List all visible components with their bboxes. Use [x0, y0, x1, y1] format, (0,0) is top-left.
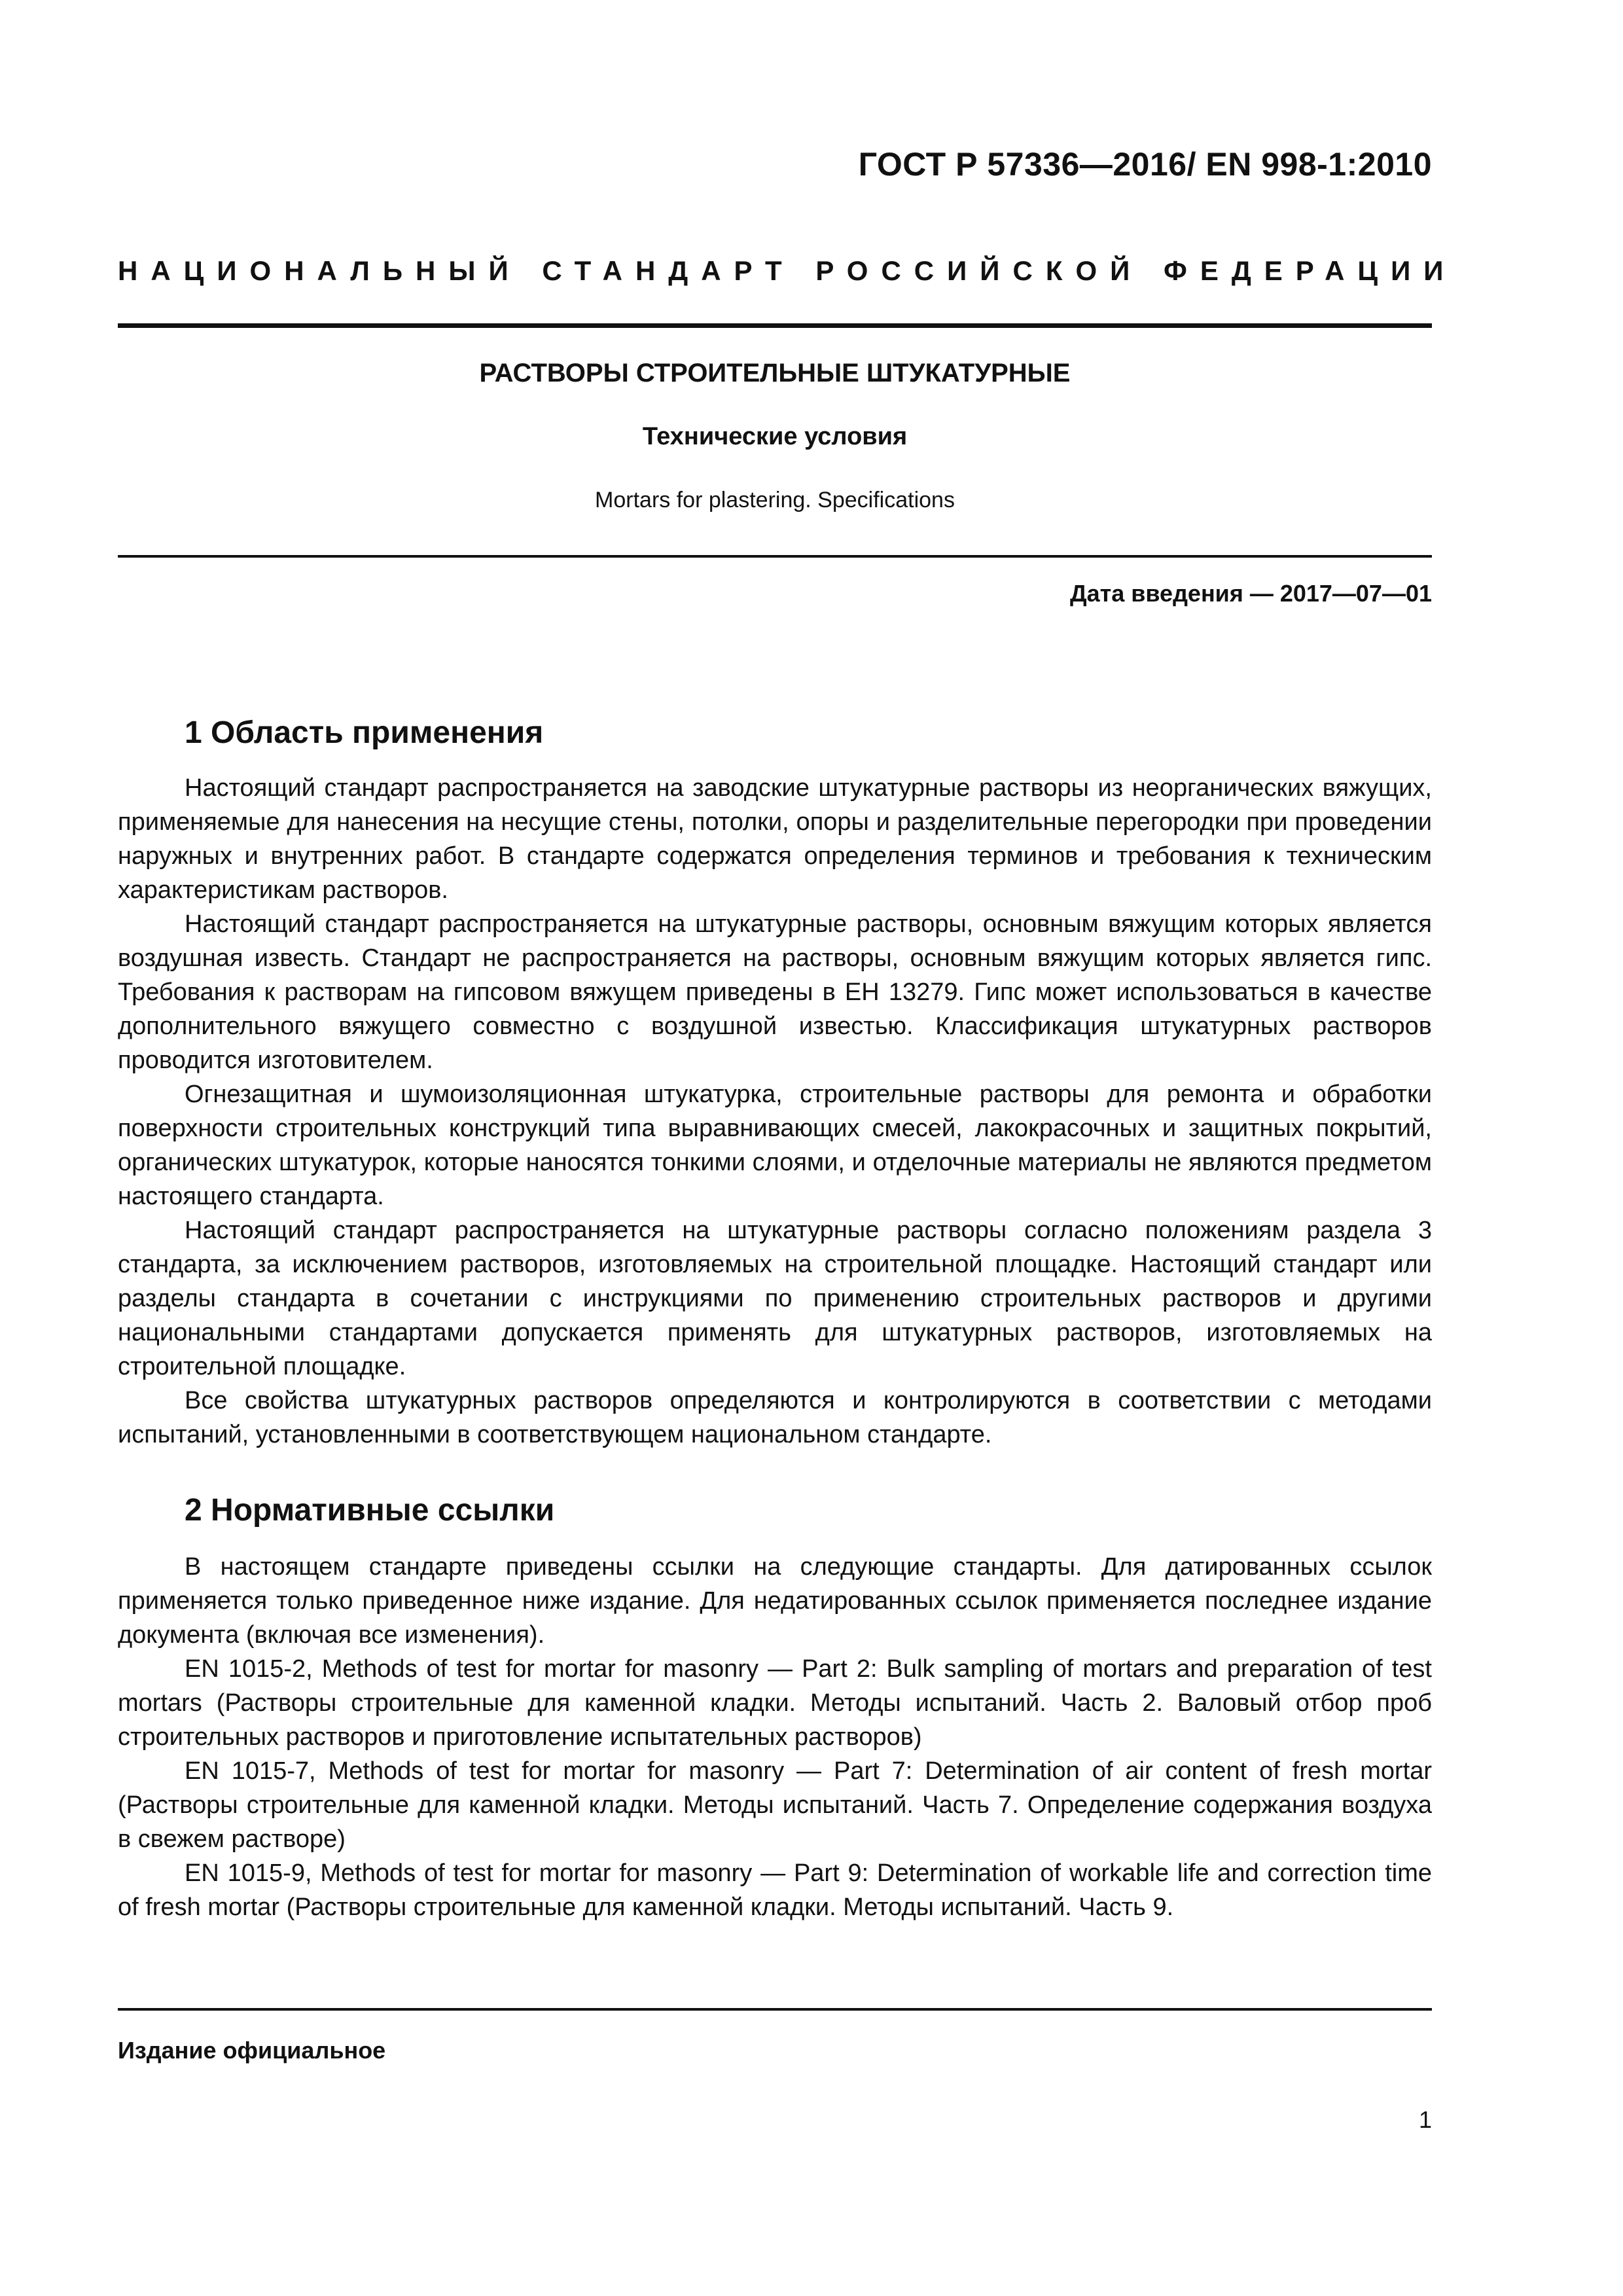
paragraph: Все свойства штукатурных растворов определяются и контролируются в соответствии с методами испытаний, установленными в соответствующем национальном стандарте. [118, 1387, 1432, 1448]
title-divider [118, 555, 1432, 558]
document-code: ГОСТ Р 57336—2016/ EN 998-1:2010 [858, 146, 1432, 183]
national-standard-banner: НАЦИОНАЛЬНЫЙ СТАНДАРТ РОССИЙСКОЙ ФЕДЕРАЦИИ [118, 255, 1457, 286]
paragraph: Огнезащитная и шумоизоляционная штукатурка, строительные растворы для ремонта и обработки поверхности строительных конструкций типа выравнивающих смесей, лакокрасочных и защитных покрытий, органических штукатурок, которые наносятся тонкими слоями, и отделочные материалы не являются предметом настоящего стандарта. [118, 1081, 1432, 1210]
top-divider [118, 323, 1432, 328]
section-body-scope [118, 771, 1432, 1452]
reference-item: EN 1015-7, Methods of test for mortar for masonry — Part 7: Determination of air content of fresh mortar (Растворы строительные для каменной кладки. Методы испытаний. Часть 7. Определение содержания воздуха в свежем растворе) [118, 1757, 1432, 1853]
reference-item: EN 1015-9, Methods of test for mortar for masonry — Part 9: Determination of workable life and correction time of fresh mortar (Растворы строительные для каменной кладки. Методы испытаний. Часть 9. [118, 1859, 1432, 1921]
standard-subtitle: Технические условия [642, 423, 908, 450]
footer-divider [118, 2008, 1432, 2011]
standard-title: РАСТВОРЫ СТРОИТЕЛЬНЫЕ ШТУКАТУРНЫЕ [479, 359, 1071, 387]
page-number: 1 [1418, 2106, 1432, 2133]
section-heading-scope: 1 Область применения [185, 715, 544, 750]
english-title: Mortars for plastering. Specifications [595, 488, 955, 512]
introduction-date: Дата введения — 2017—07—01 [1069, 580, 1432, 607]
paragraph: Настоящий стандарт распространяется на заводские штукатурные растворы из неорганических вяжущих, применяемые для нанесения на несущие стены, потолки, опоры и разделительные перегородки при проведении наружных и внутренних работ. В стандарте содержатся определения терминов и требования к техническим характеристикам растворов. [118, 774, 1432, 904]
paragraph: Настоящий стандарт распространяется на штукатурные растворы согласно положениям раздела 3 стандарта, за исключением растворов, изготовляемых на строительной площадке. Настоящий стандарт или разделы стандарта в сочетании с инструкциями по применению строительных растворов и другими национальными стандартами допускается применять для штукатурных растворов, изготовляемых на строительной площадке. [118, 1217, 1432, 1380]
paragraph: В настоящем стандарте приведены ссылки на следующие стандарты. Для датированных ссылок применяется только приведенное ниже издание. Для недатированных ссылок применяется последнее издание документа (включая все изменения). [118, 1553, 1432, 1649]
official-edition-label: Издание официальное [118, 2037, 386, 2064]
section-body-references [118, 1550, 1432, 1924]
paragraph: Настоящий стандарт распространяется на штукатурные растворы, основным вяжущим которых является воздушная известь. Стандарт не распространяется на растворы, основным вяжущим которых является гипс. Требования к растворам на гипсовом вяжущем приведены в ЕН 13279. Гипс может использоваться в качестве дополнительного вяжущего совместно с воздушной известью. Классификация штукатурных растворов проводится изготовителем. [118, 910, 1432, 1074]
reference-item: EN 1015-2, Methods of test for mortar for masonry — Part 2: Bulk sampling of mortars and preparation of test mortars (Растворы строительные для каменной кладки. Методы испытаний. Часть 2. Валовый отбор проб строительных растворов и приготовление испытательных растворов) [118, 1655, 1432, 1751]
section-heading-references: 2 Нормативные ссылки [185, 1493, 555, 1528]
